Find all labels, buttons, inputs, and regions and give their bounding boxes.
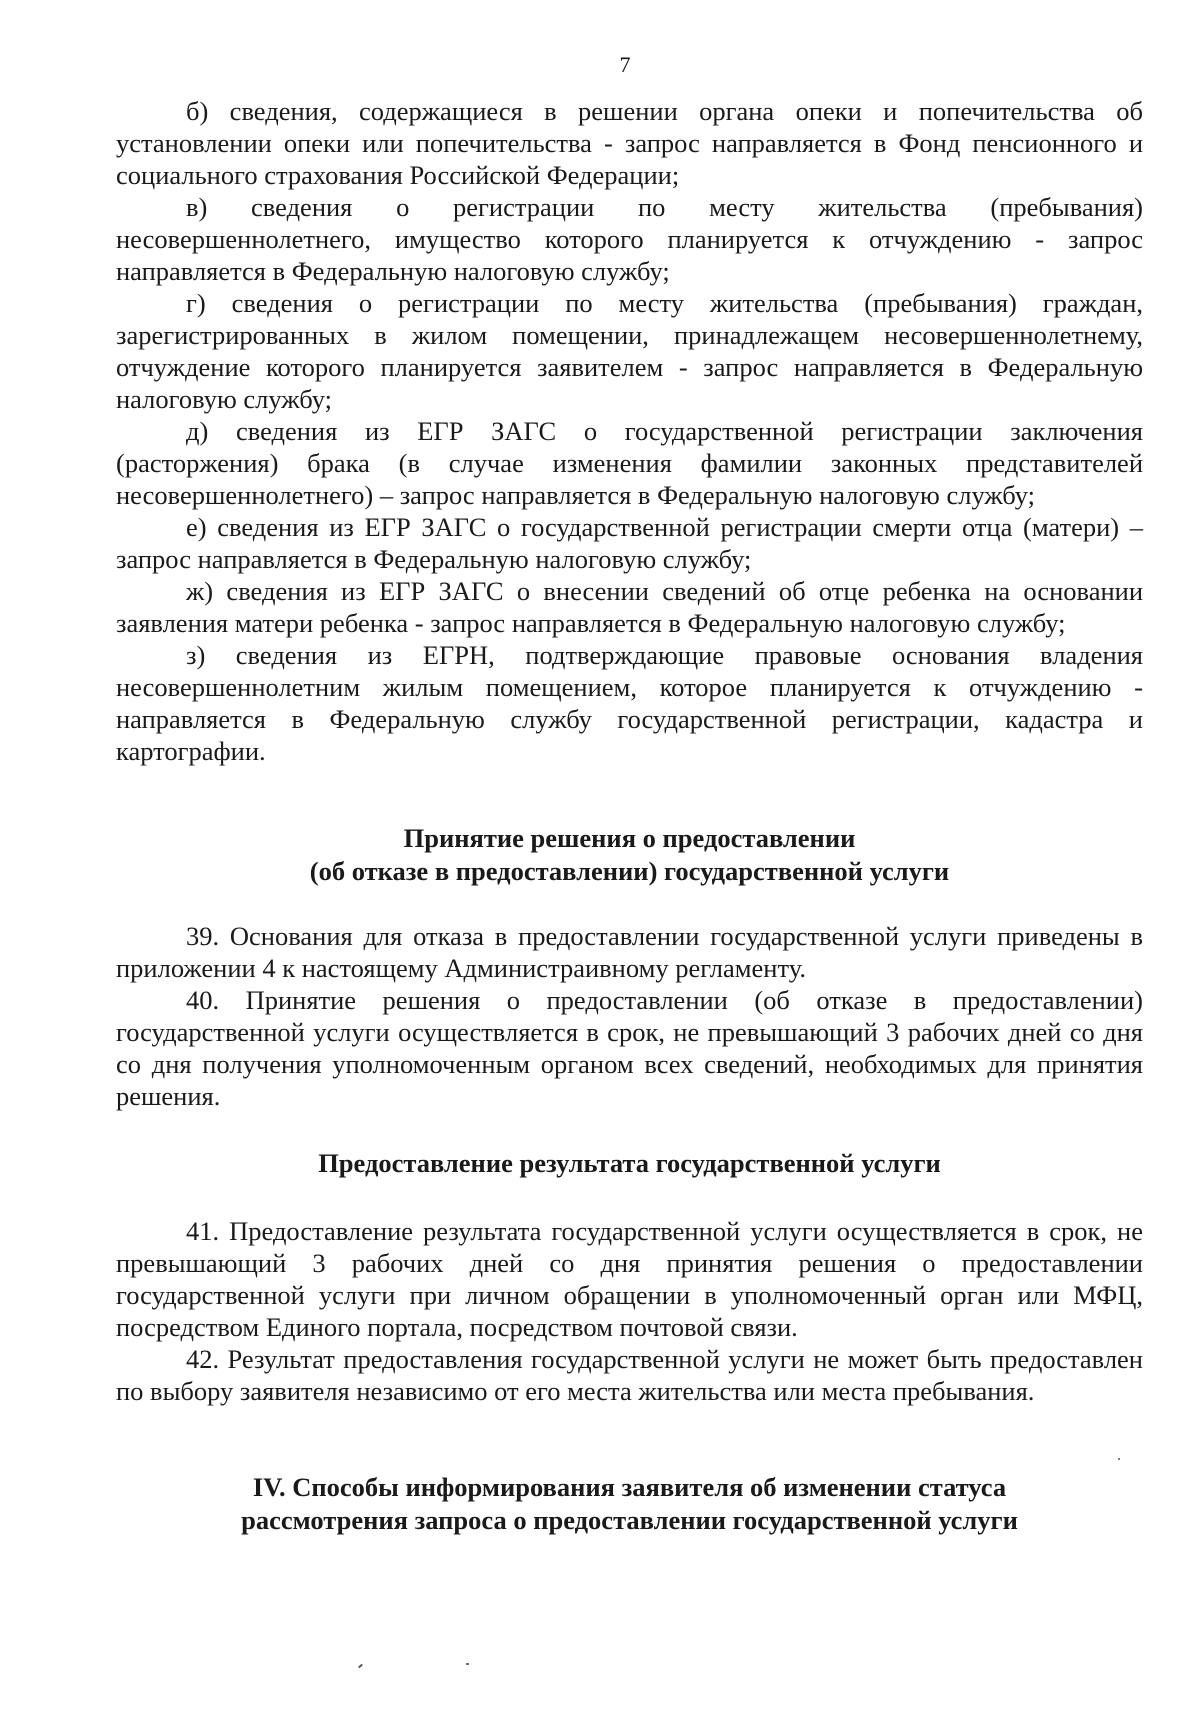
paragraph-41: 41. Предоставление результата государственной услуги осуществляется в срок, не превышающий 3 рабочих дней со дня принятия решения о предоставлении государственной услуги при личном обращении в уполномоченный орган или МФЦ, посредством Единого портала, посредством почтовой связи.: [116, 1216, 1143, 1342]
section-heading-result: [116, 1147, 1143, 1180]
heading-line: Принятие решения о предоставлении: [403, 823, 856, 853]
heading-line: Предоставление результата государственной услуги: [318, 1148, 941, 1178]
decision-block: [116, 920, 1143, 1112]
result-block: [116, 1215, 1143, 1407]
heading-line: рассмотрения запроса о предоставлении государственной услуги: [241, 1505, 1018, 1535]
paragraph-item-d: д) сведения из ЕГР ЗАГС о государственной регистрации заключения (расторжения) брака (в случае изменения фамилии законных представителей несовершеннолетнего) – запрос направляется в Федеральную налоговую службу;: [116, 416, 1143, 510]
paragraph-39: 39. Основания для отказа в предоставлении государственной услуги приведены в приложении 4 к настоящему Администраивному регламенту.: [116, 921, 1143, 983]
heading-line: (об отказе в предоставлении) государственной услуги: [309, 856, 950, 886]
section-heading-iv: [116, 1471, 1143, 1537]
paragraph-42: 42. Результат предоставления государственной услуги не может быть предоставлен по выбору заявителя независимо от его места жительства или места пребывания.: [116, 1344, 1143, 1406]
page-number: 7: [619, 52, 631, 77]
paragraph-item-e: е) сведения из ЕГР ЗАГС о государственной регистрации смерти отца (матери) – запрос направляется в Федеральную налоговую службу;: [116, 512, 1143, 574]
sub-items-block: [116, 95, 1143, 767]
heading-line: IV. Способы информирования заявителя об изменении статуса: [252, 1472, 1007, 1502]
paragraph-item-b: б) сведения, содержащиеся в решении органа опеки и попечительства об установлении опеки или попечительства - запрос направляется в Фонд пенсионного и социального страхования Российской Федерации;: [116, 96, 1143, 190]
scan-speck: [358, 1664, 363, 1669]
paragraph-item-zh: ж) сведения из ЕГР ЗАГС о внесении сведений об отце ребенка на основании заявления матери ребенка - запрос направляется в Федеральную налоговую службу;: [116, 576, 1143, 638]
paragraph-40: 40. Принятие решения о предоставлении (об отказе в предоставлении) государственной услуги осуществляется в срок, не превышающий 3 рабочих дней со дня со дня получения уполномоченным органом всех сведений, необходимых для принятия решения.: [116, 985, 1143, 1111]
scan-speck: [466, 1663, 469, 1665]
paragraph-item-v: в) сведения о регистрации по месту жительства (пребывания) несовершеннолетнего, имущество которого планируется к отчуждению - запрос направляется в Федеральную налоговую службу;: [116, 192, 1143, 286]
section-heading-decision: [116, 822, 1143, 888]
paragraph-item-z: з) сведения из ЕГРН, подтверждающие правовые основания владения несовершеннолетним жилым помещением, которое планируется к отчуждению - направляется в Федеральную службу государственной регистрации, кадастра и картографии.: [116, 640, 1143, 766]
paragraph-item-g: г) сведения о регистрации по месту жительства (пребывания) граждан, зарегистрированных в жилом помещении, принадлежащем несовершеннолетнему, отчуждение которого планируется заявителем - запрос направляется в Федеральную налоговую службу;: [116, 288, 1143, 414]
scan-speck: [1118, 1458, 1120, 1460]
